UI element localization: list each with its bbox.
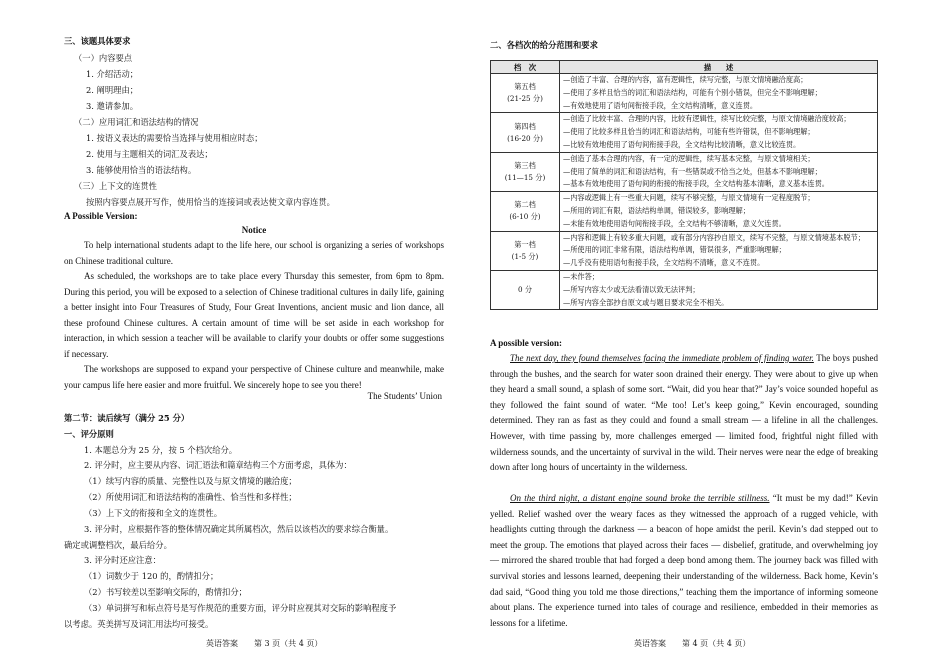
notice-title: Notice <box>241 225 267 235</box>
usage-heading: （二）应用词汇和语法结构的情况 <box>74 117 199 127</box>
level-cell: 第五档 (21-25 分) <box>491 74 560 113</box>
description-cell: —内容或逻辑上有一些重大问题，续写不够完整，与原文情境有一定程度脱节； —所用的词汇有限，语法结构单调，错误较多，影响理解； —未能有效地使用语句间衔接手段，全文结构不够清晰，意义欠连贯。 <box>560 192 878 231</box>
description-cell: —创造了丰富、合理的内容，富有逻辑性，续写完整，与原文情境融洽度高； —使用了多样且恰当的词汇和语法结构，可能有个别小错误，但完全不影响理解； —有效地使用了语句间衔接手段，全文结构清晰，意义连贯。 <box>560 74 878 113</box>
level-cell: 第三档 (11—15 分) <box>491 152 560 191</box>
list-item: 3. 能够使用恰当的语法结构。 <box>86 165 197 175</box>
description-cell: —创造了比较丰富、合理的内容，比较有逻辑性，续写比较完整，与原文情境融洽度较高； —使用了比较多样且恰当的词汇和语法结构，可能有些许错误，但不影响理解； —比较有效地使用了语句间衔接手段，全文结构比较清晰，意义比较连贯。 <box>560 113 878 152</box>
paragraph-lead-sentence: The next day, they found themselves facing the immediate problem of finding water. <box>510 353 814 363</box>
list-item: 3. 邀请参加。 <box>86 101 139 111</box>
list-item: 2. 使用与主题相关的词汇及表达； <box>86 149 213 159</box>
story-paragraph-1 <box>490 351 878 476</box>
section-3-title: 三、该题具体要求 <box>64 36 131 46</box>
principles-heading: 一、评分原则 <box>64 429 114 439</box>
level-cell: 第二档 (6-10 分) <box>491 192 560 231</box>
version-label: A possible version: <box>490 338 563 348</box>
coherence-text: 按照内容要点展开写作，使用恰当的连接词或表达使文章内容连贯。 <box>86 197 335 207</box>
paragraph-lead-sentence: On the third night, a distant engine sound broke the terrible stillness. <box>510 493 770 503</box>
table-row <box>491 152 878 191</box>
score-table-title: 二、各档次的给分范围和要求 <box>490 40 598 50</box>
part-2-title: 第二节：读后续写（满分 25 分） <box>64 413 190 423</box>
header-description: 描 述 <box>560 61 878 74</box>
table-row <box>491 231 878 270</box>
rule-3-cont: 确定或调整档次，最后给分。 <box>64 540 172 550</box>
list-item: （2）书写较差以至影响交际的，酌情扣分； <box>84 587 247 597</box>
paragraph-body: The boys pushed through the bushes, and the search for water soon drained their energy. They were about to give up when they heard a small sound, a splash of some sort. “Wait, did you hear that?” Jay’s voice sounded hopeful as they followed the faint sound of water. “Me too! Let’s keep going,” Kevin encouraged, sounding determined. They ran as fast as they could and found a small stream — a lifeline in all the challenges. However, with time passing by, more challenges emerged — limited food, frightful night filled with wilderness sounds, and the uncertainty of survival in the wild. Their nerves were near the edge of breaking down after long hours of uncertainty in the wilderness. <box>490 353 878 473</box>
list-item: 以考虑。英美拼写及词汇用法均可接受。 <box>64 619 214 629</box>
list-item: （1）续写内容的质量、完整性以及与原文情境的融洽度； <box>84 476 297 486</box>
content-points-heading: （一）内容要点 <box>74 53 133 63</box>
page-footer-left: 英语答案 第 3 页（共 4 页） <box>206 639 323 648</box>
version-label: A Possible Version: <box>64 211 138 221</box>
description-cell: —内容和逻辑上有较多重大问题，或有部分内容抄自原文，续写不完整，与原文情境基本脱节； —所使用的词汇非常有限，语法结构单调，错误很多，严重影响理解； —几乎没有使用语句衔接手段，全文结构不清晰，意义不连贯。 <box>560 231 878 270</box>
table-row <box>491 192 878 231</box>
list-item: （3）上下文的衔接和全文的连贯性。 <box>84 508 223 518</box>
table-row <box>491 74 878 113</box>
paragraph-body: “It must be my dad!” Kevin yelled. Relief washed over the weary faces as they witnessed the approach of a rugged vehicle, with headlights cutting through the darkness — a beacon of hope amidst the peril. Kevin’s dad stepped out to meet the group. The emotions that played across their faces — disbelief, gratitude, and overwhelming joy — mirrored the shared trouble that had forged a deep bond among them. The journey back was filled with survival stories and lessons learned, deepening their understanding of the wilderness. Back home, Kevin’s dad said, “Good thing you told me those directions,” teaching them the importance of informing someone about plans. The experience turned into tales of courage and resilience, embedded in their memories as lessons for a lifetime. <box>490 493 878 628</box>
list-item: 2. 阐明理由； <box>86 85 139 95</box>
story-paragraph-2 <box>490 491 878 631</box>
description-cell: —未作答； —所写内容太少或无法看清以致无法评判； —所写内容全部抄自原文或与题目要求完全不相关。 <box>560 270 878 309</box>
essay-paragraph-1: To help international students adapt to the life here, our school is organizing a series of workshops on Chinese traditional culture. <box>64 240 444 266</box>
list-item: （3）单词拼写和标点符号是写作规范的重要方面，评分时应视其对交际的影响程度予 <box>84 603 397 613</box>
level-cell: 0 分 <box>491 270 560 309</box>
signature: The Students’ Union <box>367 391 442 401</box>
table-row <box>491 113 878 152</box>
table-header-row <box>491 61 878 74</box>
level-cell: 第一档 (1-5 分) <box>491 231 560 270</box>
rule-1: 1. 本题总分为 25 分，按 5 个档次给分。 <box>84 445 238 455</box>
page-footer-right: 英语答案 第 4 页（共 4 页） <box>634 639 751 648</box>
list-item: 1. 按语义表达的需要恰当选择与使用相应时态； <box>86 133 263 143</box>
list-item: （1）词数少于 120 的，酌情扣分； <box>84 571 219 581</box>
list-item: 1. 介绍活动； <box>86 69 139 79</box>
score-table <box>490 60 878 310</box>
table-row <box>491 270 878 309</box>
rule-4: 3. 评分时还应注意： <box>84 555 161 565</box>
level-cell: 第四档 (16-20 分) <box>491 113 560 152</box>
essay-paragraph-3: The workshops are supposed to expand your perspective of Chinese culture and meanwhile, make your campus life here easier and more fruitful. We sincerely hope to see you there! <box>64 364 444 390</box>
header-level: 档 次 <box>491 61 560 74</box>
rule-2: 2. 评分时，应主要从内容、词汇语法和篇章结构三个方面考虑，具体为： <box>84 460 352 470</box>
essay-paragraph-2: As scheduled, the workshops are to take place every Thursday this semester, from 6pm to 8pm. During this period, you will be exposed to a selection of Chinese traditional cultures in daily life, gaining a better insight into Four Treasures of Study, Four Great Inventions, ancient music and lion dance, all these profound Chinese cultures. A certain amount of time will be set aside in each workshop for interaction, in which session a teacher will be available to clarify your doubts or offer some suggestions if necessary. <box>64 271 444 359</box>
coherence-heading: （三）上下文的连贯性 <box>74 181 157 191</box>
rule-3: 3. 评分时，应根据作答的整体情况确定其所属档次，然后以该档次的要求综合衡量。 <box>84 524 394 534</box>
description-cell: —创造了基本合理的内容，有一定的逻辑性，续写基本完整，与原文情境相关； —使用了简单的词汇和语法结构，有一些错误或不恰当之处，但基本不影响理解； —基本有效地使用了语句间的衔接的衔接手段，全文结构基本清晰，意义基本连贯。 <box>560 152 878 191</box>
list-item: （2）所使用词汇和语法结构的准确性、恰当性和多样性； <box>84 492 297 502</box>
